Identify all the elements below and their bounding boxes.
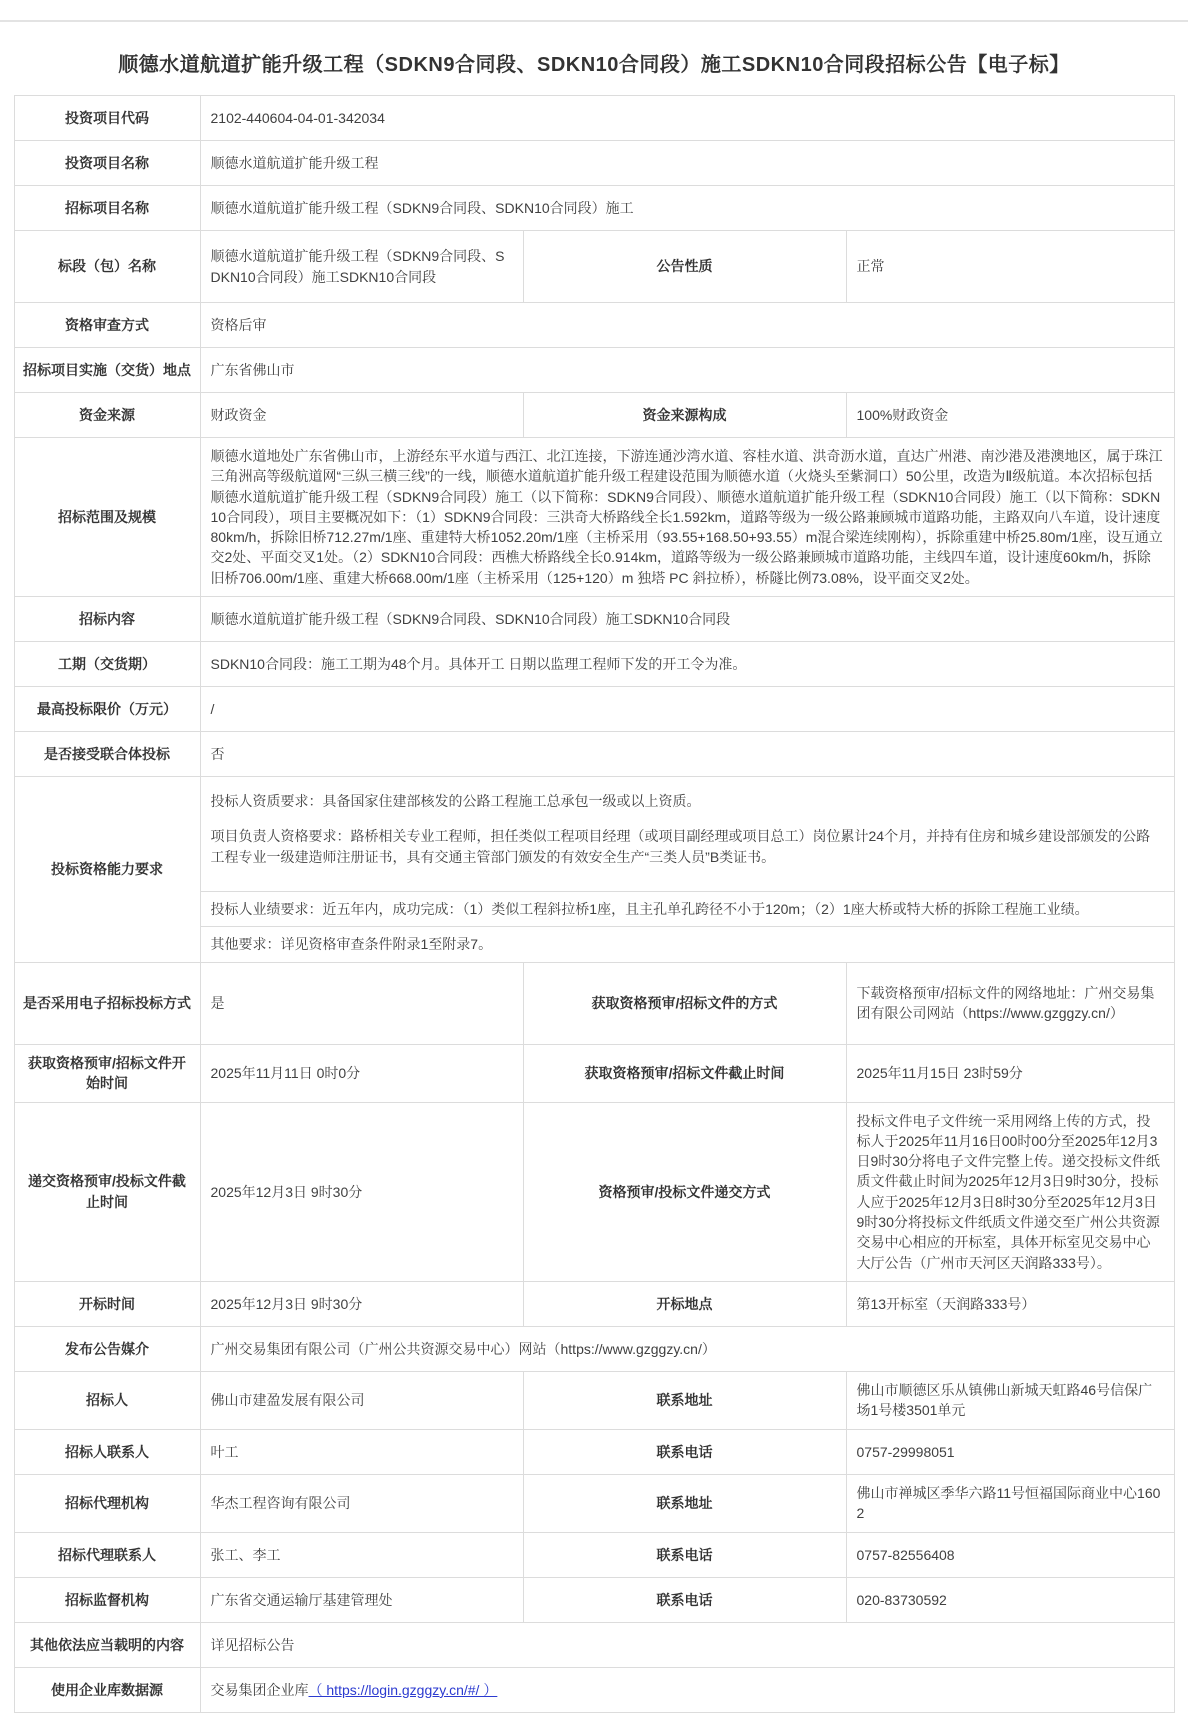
row-tenderer (14, 1371, 1174, 1429)
row-bid-opening (14, 1281, 1174, 1326)
tender-info-table (14, 95, 1175, 1713)
row-other-content (14, 1622, 1174, 1667)
tender-content-label: 招标内容 (14, 597, 200, 642)
row-bidder-qualification-requirements (14, 777, 1174, 962)
row-electronic-bidding (14, 962, 1174, 1044)
consortium-bidding-value: 否 (200, 732, 1174, 777)
investment-project-code-label: 投资项目代码 (14, 96, 200, 141)
enterprise-database-prefix: 交易集团企业库 (210, 1681, 309, 1698)
row-tender-content (14, 597, 1174, 642)
row-announcement-media (14, 1326, 1174, 1371)
tenderer-address-value: 佛山市顺德区乐从镇佛山新城天虹路46号信保广场1号楼3501单元 (846, 1371, 1174, 1429)
document-obtain-method-value: 下载资格预审/招标文件的网络地址：广州交易集团有限公司网站（https://www.gzggzy.cn/） (846, 962, 1174, 1044)
bidder-qualification-requirements-label: 投标资格能力要求 (14, 777, 200, 962)
bid-opening-place-label: 开标地点 (523, 1281, 846, 1326)
row-investment-project-code (14, 96, 1174, 141)
section-package-name-label: 标段（包）名称 (14, 231, 200, 303)
other-content-label: 其他依法应当载明的内容 (14, 1622, 200, 1667)
agency-address-label: 联系地址 (523, 1474, 846, 1532)
supervision-authority-label: 招标监督机构 (14, 1577, 200, 1622)
investment-project-name-value: 顺德水道航道扩能升级工程 (200, 141, 1174, 186)
bid-opening-time-value: 2025年12月3日 9时30分 (200, 1281, 523, 1326)
row-funding-source (14, 393, 1174, 438)
announcement-nature-label: 公告性质 (523, 231, 846, 303)
tender-scope-and-scale-value: 顺德水道地处广东省佛山市，上游经东平水道与西江、北江连接，下游连通沙湾水道、容桂水道、洪奇沥水道，直达广州港、南沙港及港澳地区，属于珠江三角洲高等级航道网“三纵三横三线”的一线，顺德水道航道扩能升级工程建设范围为顺德水道（火烧头至紫洞口）50公里，改造为Ⅱ级航道。本次招标包括顺德水道航道扩能升级工程（SDKN9合同段）施工（以下简称：SDKN9合同段）、顺德水道航道扩能升级工程（SDKN10合同段）施工（以下简称：SDKN10合同段），项目主要概况如下：（1）SDKN9合同段：三洪奇大桥路线全长1.592km，道路等级为一级公路兼顾城市道路功能，主路双向八车道，设计速度 80km/h，拆除旧桥712.27m/1座、重建特大桥1052.20m/1座（主桥采用（93.55+168.50+93.55）m混合梁连续刚构），拆除重建中桥25.80m/1座，设互通立交2处、平面交叉1处。（2）SDKN10合同段：西樵大桥路线全长0.914km，道路等级为一级公路兼顾城市道路功能，主线四车道，设计速度60km/h，拆除旧桥706.00m/1座、重建大桥668.00m/1座（主桥采用（125+120）m 独塔 PC 斜拉桥），桥隧比例73.08%，设平面交叉2处。 (200, 438, 1174, 597)
qualification-review-method-label: 资格审查方式 (14, 303, 200, 348)
announcement-media-label: 发布公告媒介 (14, 1326, 200, 1371)
announcement-nature-value: 正常 (846, 231, 1174, 303)
announcement-media-value: 广州交易集团有限公司（广州公共资源交易中心）网站（https://www.gzggzy.cn/） (200, 1326, 1174, 1371)
submission-method-value: 投标文件电子文件统一采用网络上传的方式，投标人于2025年11月16日00时00分至2025年12月3日9时30分将电子文件完整上传。递交投标文件纸质文件截止时间为2025年12月3日9时30分，投标人应于2025年12月3日8时30分至2025年12月3日9时30分将投标文件纸质文件递交至广州公共资源交易中心相应的开标室，具体开标室见交易中心大厅公告（广州市天河区天润路333号）。 (846, 1102, 1174, 1281)
supervision-authority-value: 广东省交通运输厅基建管理处 (200, 1577, 523, 1622)
funding-composition-value: 100%财政资金 (846, 393, 1174, 438)
row-document-obtain-time (14, 1044, 1174, 1102)
agency-address-value: 佛山市禅城区季华六路11号恒福国际商业中心1602 (846, 1474, 1174, 1532)
row-tender-project-name (14, 186, 1174, 231)
submission-deadline-value: 2025年12月3日 9时30分 (200, 1102, 523, 1281)
max-bid-price-value: / (200, 687, 1174, 732)
electronic-bidding-label: 是否采用电子招标投标方式 (14, 962, 200, 1044)
row-supervision-authority (14, 1577, 1174, 1622)
row-enterprise-database-source (14, 1667, 1174, 1712)
construction-period-value: SDKN10合同段：施工工期为48个月。具体开工 日期以监理工程师下发的开工令为准。 (200, 642, 1174, 687)
implementation-location-value: 广东省佛山市 (200, 348, 1174, 393)
tenderer-phone-value: 0757-29998051 (846, 1429, 1174, 1474)
tender-scope-and-scale-label: 招标范围及规模 (14, 438, 200, 597)
consortium-bidding-label: 是否接受联合体投标 (14, 732, 200, 777)
row-implementation-location (14, 348, 1174, 393)
enterprise-database-source-value (200, 1667, 1174, 1712)
qualification-requirement-block (201, 777, 1174, 891)
funding-source-label: 资金来源 (14, 393, 200, 438)
tenderer-value: 佛山市建盈发展有限公司 (200, 1371, 523, 1429)
bidder-qualification-text: 投标人资质要求：具备国家住建部核发的公路工程施工总承包一级或以上资质。 (210, 793, 701, 810)
tenderer-address-label: 联系地址 (523, 1371, 846, 1429)
submission-method-label: 资格预审/投标文件递交方式 (523, 1102, 846, 1281)
electronic-bidding-value: 是 (200, 962, 523, 1044)
row-agency (14, 1474, 1174, 1532)
section-package-name-value: 顺德水道航道扩能升级工程（SDKN9合同段、SDKN10合同段）施工SDKN10合同段 (200, 231, 523, 303)
agency-phone-label: 联系电话 (523, 1532, 846, 1577)
funding-composition-label: 资金来源构成 (523, 393, 846, 438)
supervision-phone-label: 联系电话 (523, 1577, 846, 1622)
project-leader-qualification-text: 项目负责人资格要求：路桥相关专业工程师，担任类似工程项目经理（或项目副经理或项目总工）岗位累计24个月，并持有住房和城乡建设部颁发的公路工程专业一级建造师注册证书，具有交通主管部门颁发的有效安全生产“三类人员”B类证书。 (210, 828, 1151, 865)
investment-project-code-value: 2102-440604-04-01-342034 (200, 96, 1174, 141)
tenderer-contact-label: 招标人联系人 (14, 1429, 200, 1474)
funding-source-value: 财政资金 (200, 393, 523, 438)
top-divider (0, 20, 1188, 22)
row-submission (14, 1102, 1174, 1281)
tender-project-name-label: 招标项目名称 (14, 186, 200, 231)
row-consortium-bidding (14, 732, 1174, 777)
investment-project-name-label: 投资项目名称 (14, 141, 200, 186)
document-obtain-method-label: 获取资格预审/招标文件的方式 (523, 962, 846, 1044)
tenderer-label: 招标人 (14, 1371, 200, 1429)
row-agency-contact (14, 1532, 1174, 1577)
obtain-start-time-value: 2025年11月11日 0时0分 (200, 1044, 523, 1102)
row-tenderer-contact (14, 1429, 1174, 1474)
page-title: 顺德水道航道扩能升级工程（SDKN9合同段、SDKN10合同段）施工SDKN10合同段招标公告【电子标】 (118, 54, 1070, 76)
max-bid-price-label: 最高投标限价（万元） (14, 687, 200, 732)
row-section-package (14, 231, 1174, 303)
other-content-value: 详见招标公告 (200, 1622, 1174, 1667)
other-requirement-block: 其他要求：详见资格审查条件附录1至附录7。 (201, 926, 1174, 961)
row-max-bid-price (14, 687, 1174, 732)
bid-opening-time-label: 开标时间 (14, 1281, 200, 1326)
implementation-location-label: 招标项目实施（交货）地点 (14, 348, 200, 393)
agency-value: 华杰工程咨询有限公司 (200, 1474, 523, 1532)
enterprise-database-source-label: 使用企业库数据源 (14, 1667, 200, 1712)
obtain-deadline-label: 获取资格预审/招标文件截止时间 (523, 1044, 846, 1102)
agency-label: 招标代理机构 (14, 1474, 200, 1532)
obtain-deadline-value: 2025年11月15日 23时59分 (846, 1044, 1174, 1102)
tenderer-phone-label: 联系电话 (523, 1429, 846, 1474)
construction-period-label: 工期（交货期） (14, 642, 200, 687)
tenderer-contact-value: 叶工 (200, 1429, 523, 1474)
bid-opening-place-value: 第13开标室（天润路333号） (846, 1281, 1174, 1326)
supervision-phone-value: 020-83730592 (846, 1577, 1174, 1622)
announcement-page (0, 20, 1188, 1713)
obtain-start-time-label: 获取资格预审/招标文件开始时间 (14, 1044, 200, 1102)
agency-contact-label: 招标代理联系人 (14, 1532, 200, 1577)
row-tender-scope-and-scale (14, 438, 1174, 597)
row-investment-project-name (14, 141, 1174, 186)
row-construction-period (14, 642, 1174, 687)
enterprise-database-link[interactable]: （ https://login.gzggzy.cn/#/ ） (308, 1681, 498, 1698)
bidder-qualification-requirements-value (200, 777, 1174, 962)
tender-project-name-value: 顺德水道航道扩能升级工程（SDKN9合同段、SDKN10合同段）施工 (200, 186, 1174, 231)
agency-phone-value: 0757-82556408 (846, 1532, 1174, 1577)
performance-requirement-block: 投标人业绩要求：近五年内，成功完成：（1）类似工程斜拉桥1座，且主孔单孔跨径不小于120m；（2）1座大桥或特大桥的拆除工程施工业绩。 (201, 891, 1174, 926)
qualification-review-method-value: 资格后审 (200, 303, 1174, 348)
tender-content-value: 顺德水道航道扩能升级工程（SDKN9合同段、SDKN10合同段）施工SDKN10合同段 (200, 597, 1174, 642)
row-qualification-review-method (14, 303, 1174, 348)
agency-contact-value: 张工、李工 (200, 1532, 523, 1577)
submission-deadline-label: 递交资格预审/投标文件截止时间 (14, 1102, 200, 1281)
